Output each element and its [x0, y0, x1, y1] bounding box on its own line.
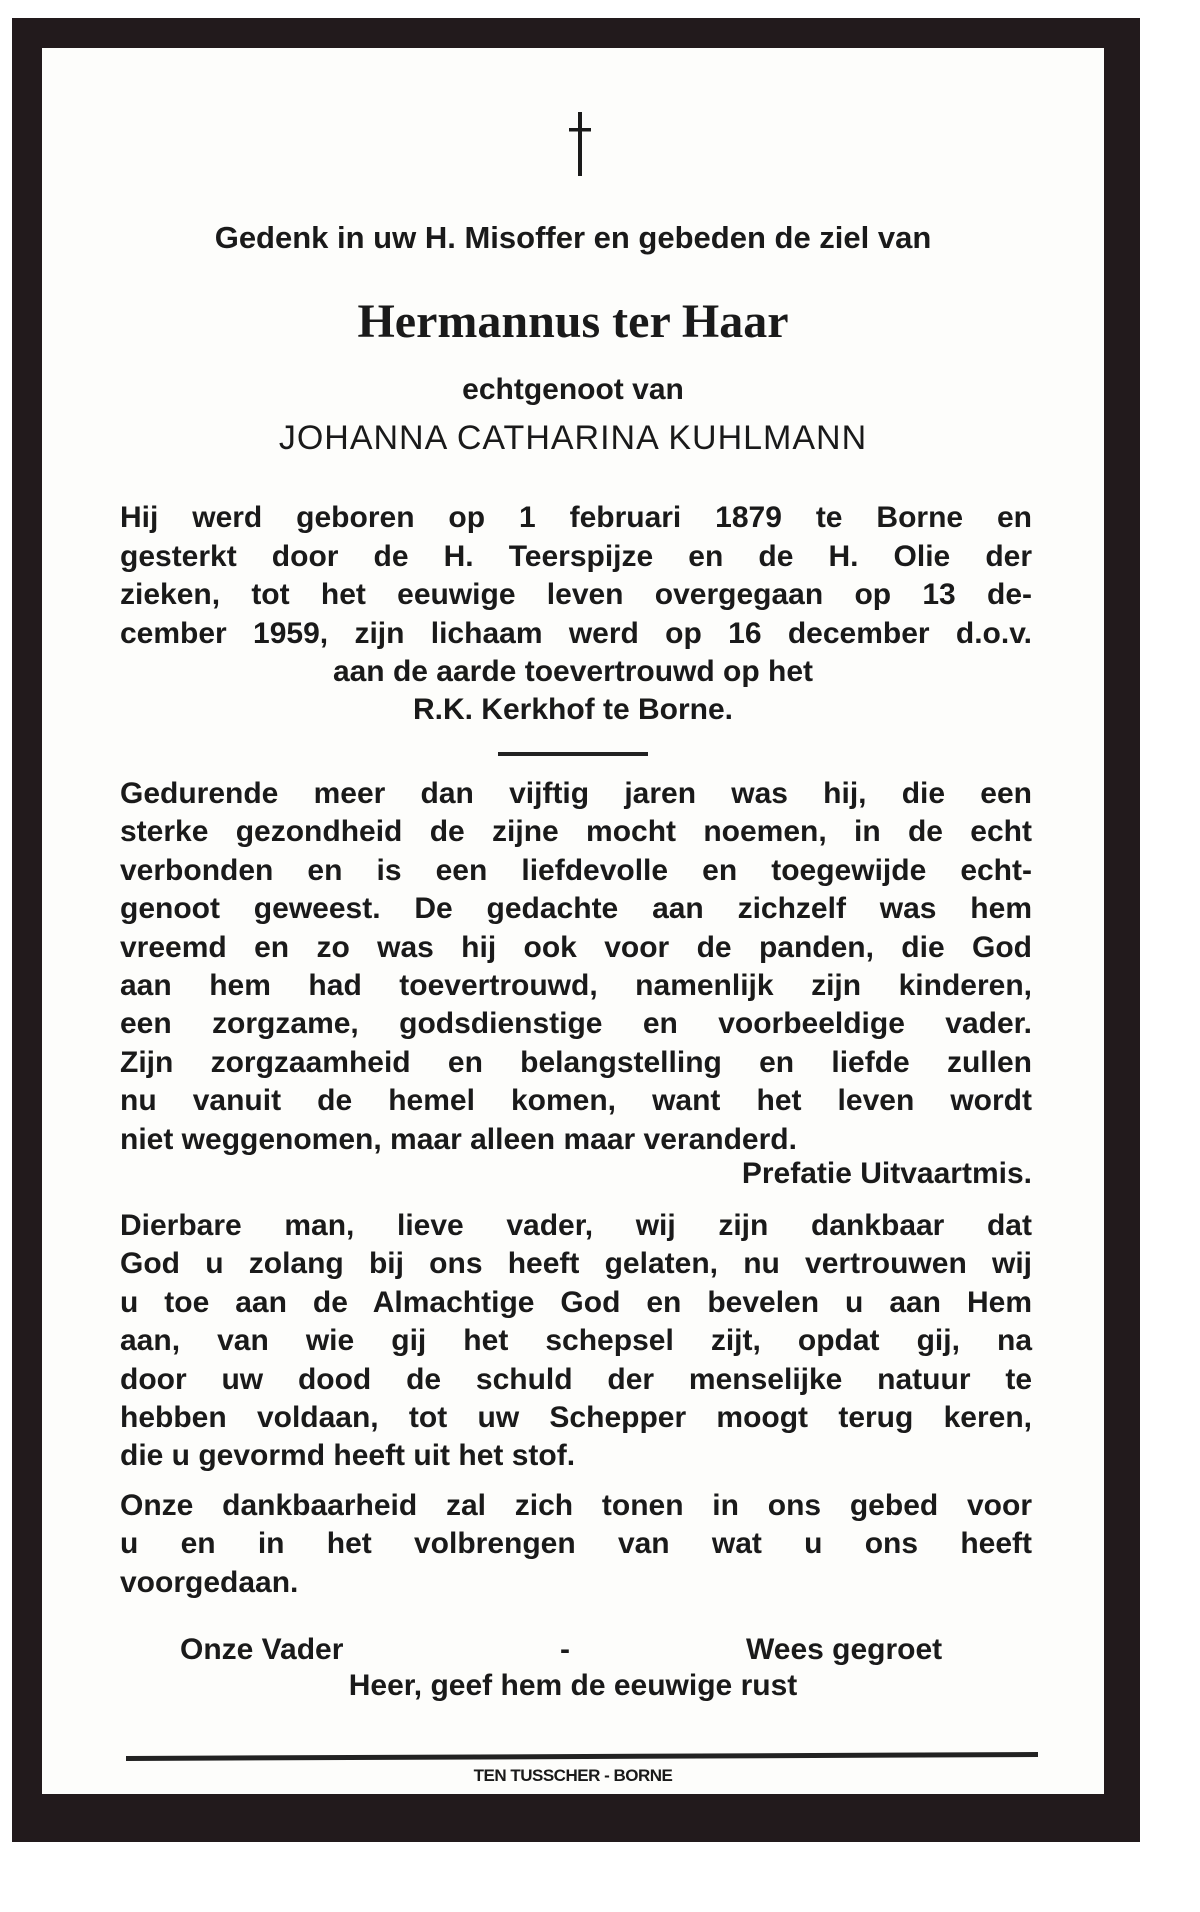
- text-line: die u gevormd heeft uit het stof.: [120, 1439, 576, 1473]
- text-line: Onze dankbaarheid zal zich tonen in ons gebed voor: [120, 1489, 1032, 1522]
- prayer-hail-mary: Wees gegroet: [746, 1633, 943, 1666]
- text-line: aan de aarde toevertrouwd op het: [332, 655, 814, 688]
- relation-text: echtgenoot van: [462, 373, 684, 406]
- text-line: aan hem had toevertrouwd, namenlijk zijn kinderen,: [120, 969, 1032, 1002]
- source-citation: Prefatie Uitvaartmis.: [741, 1157, 1032, 1190]
- text-line: R.K. Kerkhof te Borne.: [412, 693, 734, 726]
- text-line: Zijn zorgzaamheid en belangstelling en liefde zullen: [120, 1045, 1032, 1079]
- text-line: aan, van wie gij het schepsel zijt, opdat gij, na: [120, 1324, 1032, 1358]
- text-line: God u zolang bij ons heeft gelaten, nu vertrouwen wij: [120, 1247, 1032, 1281]
- text-line: een zorgzame, godsdienstige en voorbeeldige vader.: [120, 1007, 1032, 1041]
- text-line: nu vanuit de hemel komen, want het leven wordt: [120, 1084, 1032, 1118]
- prayer-separator: -: [560, 1633, 570, 1666]
- intro-text: Gedenk in uw H. Misoffer en gebeden de ziel van: [214, 220, 932, 255]
- text-line: Dierbare man, lieve vader, wij zijn dankbaar dat: [120, 1209, 1032, 1242]
- text-line: Hij werd geboren op 1 februari 1879 te Borne en: [120, 501, 1032, 534]
- deceased-name: Hermannus ter Haar: [357, 295, 789, 348]
- text-line: sterke gezondheid de zijne mocht noemen, in de echt: [120, 815, 1032, 849]
- text-line: zieken, tot het eeuwige leven overgegaan op 13 de-: [120, 578, 1032, 611]
- text-line: voorgedaan.: [120, 1565, 299, 1599]
- text-line: u en in het volbrengen van wat u ons heeft: [120, 1527, 1032, 1561]
- cross-icon: [566, 112, 594, 176]
- text-line: hebben voldaan, tot uw Schepper moogt terug keren,: [120, 1401, 1032, 1434]
- text-line: cember 1959, zijn lichaam werd op 16 december d.o.v.: [120, 616, 1032, 650]
- text-line: niet weggenomen, maar alleen maar veranderd.: [120, 1122, 797, 1156]
- printer-credit: TEN TUSSCHER - BORNE: [473, 1766, 673, 1785]
- text-line: u toe aan de Almachtige God en bevelen u aan Hem: [120, 1285, 1032, 1319]
- closing-prayer: Heer, geef hem de eeuwige rust: [348, 1669, 798, 1702]
- text-line: gesterkt door de H. Teerspijze en de H. Olie der: [120, 539, 1032, 573]
- divider: [498, 752, 648, 756]
- prayer-our-father: Onze Vader: [180, 1633, 344, 1666]
- text-line: Gedurende meer dan vijftig jaren was hij, die een: [120, 777, 1032, 810]
- text-line: door uw dood de schuld der menselijke natuur te: [120, 1362, 1032, 1396]
- text-line: verbonden en is een liefdevolle en toegewijde echt-: [120, 853, 1032, 887]
- text-line: genoot geweest. De gedachte aan zichzelf was hem: [120, 892, 1032, 926]
- spouse-name: JOHANNA CATHARINA KUHLMANN: [278, 419, 868, 457]
- text-line: vreemd en zo was hij ook voor de panden, die God: [120, 930, 1032, 964]
